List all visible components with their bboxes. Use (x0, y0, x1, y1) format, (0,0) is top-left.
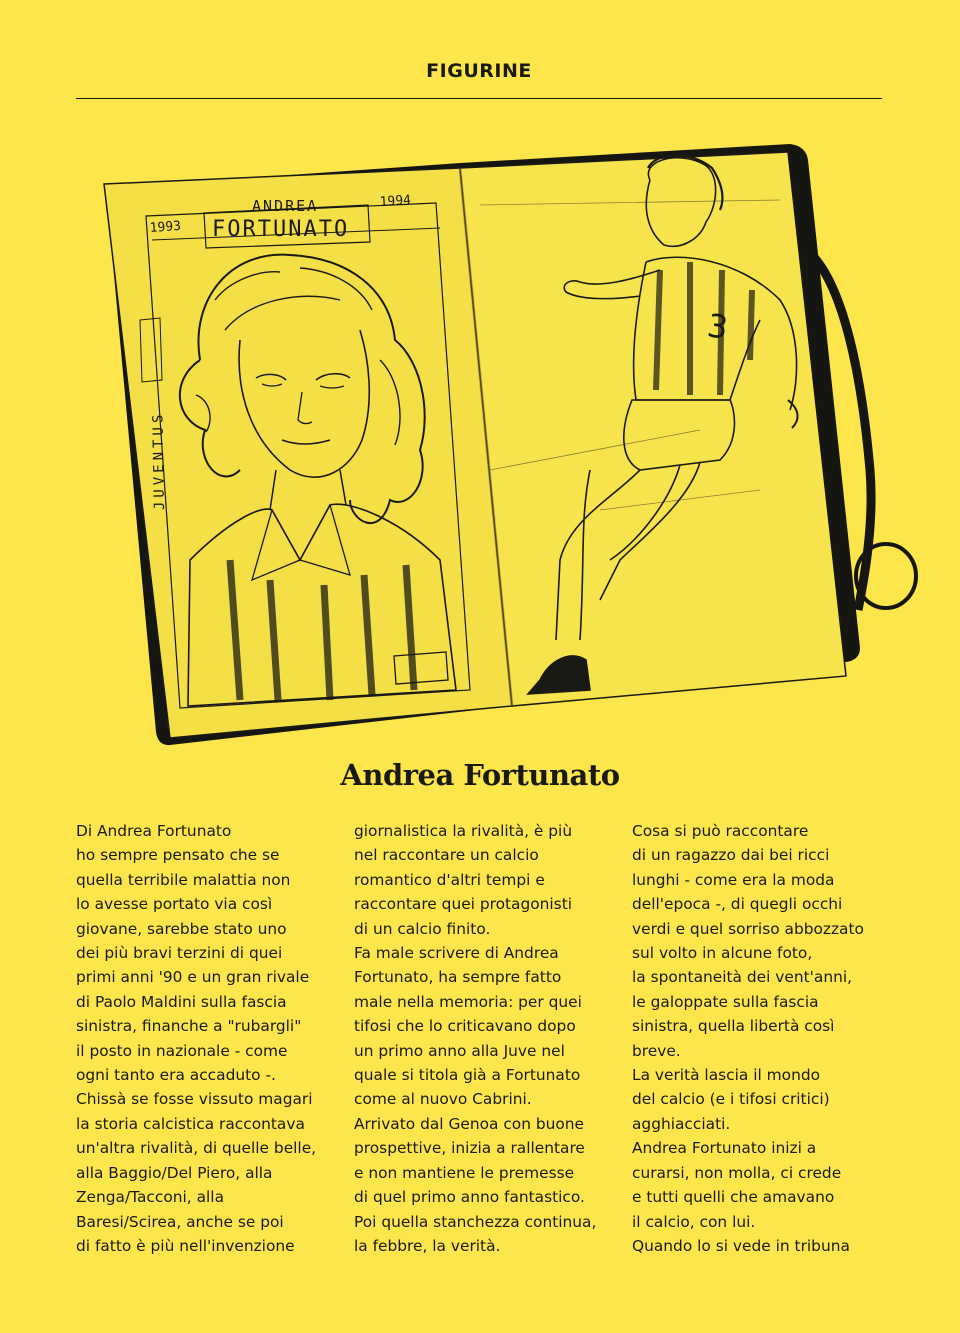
text-line: di fatto è più nell'invenzione (76, 1236, 295, 1255)
card-name-line2: FORTUNATO (212, 217, 350, 242)
card-year-start: 1993 (149, 218, 182, 236)
text-line: sul volto in alcune foto, (632, 944, 813, 963)
card-name-line1: ANDREA (252, 197, 319, 215)
text-line: le galoppate sulla fascia (632, 992, 819, 1011)
text-line: raccontare quei protagonisti (354, 895, 573, 914)
text-line: romantico d'altri tempi e (354, 870, 545, 889)
text-line: ogni tanto era accaduto -. (76, 1066, 276, 1085)
text-line: primi anni '90 e un gran rivale (76, 968, 310, 987)
text-line: la storia calcistica raccontava (76, 1114, 305, 1133)
header-divider (76, 98, 882, 99)
text-line: Cosa si può raccontare (632, 822, 809, 840)
text-line: breve. (632, 1041, 681, 1060)
player-number: 3 (704, 306, 731, 347)
text-line: giovane, sarebbe stato uno (76, 919, 287, 938)
text-line: del calcio (e i tifosi critici) (632, 1090, 830, 1109)
card-year-end: 1994 (379, 192, 412, 210)
text-line: di quel primo anno fantastico. (354, 1188, 585, 1207)
text-line: il posto in nazionale - come (76, 1041, 288, 1060)
text-line: Baresi/Scirea, anche se poi (76, 1212, 284, 1231)
text-line: e non mantiene le premesse (354, 1163, 575, 1182)
text-line: di un calcio finito. (354, 919, 491, 938)
text-line: Poi quella stanchezza continua, (354, 1212, 597, 1231)
text-line: Andrea Fortunato inizi a (632, 1139, 817, 1158)
text-line: ho sempre pensato che se (76, 846, 280, 865)
text-line: Di Andrea Fortunato (76, 822, 232, 840)
text-line: La verità lascia il mondo (632, 1066, 821, 1085)
text-line: il calcio, con lui. (632, 1212, 756, 1231)
card-team: JUVENTUS (150, 410, 168, 511)
text-line: verdi e quel sorriso abbozzato (632, 919, 864, 938)
text-line: Zenga/Tacconi, alla (76, 1188, 225, 1207)
text-line: agghiacciati. (632, 1114, 731, 1133)
article-title: Andrea Fortunato (340, 758, 620, 792)
text-line: male nella memoria: per quei (354, 992, 582, 1011)
text-line: lunghi - come era la moda (632, 870, 835, 889)
article-column-1 (76, 819, 316, 1258)
text-line: Chissà se fosse vissuto magari (76, 1090, 313, 1109)
text-line: sinistra, finanche a "rubargli" (76, 1017, 302, 1036)
text-line: prospettive, inizia a rallentare (354, 1139, 585, 1158)
article-column-2 (354, 819, 596, 1258)
text-line: quella terribile malattia non (76, 870, 291, 889)
text-line: Quando lo si vede in tribuna (632, 1236, 850, 1255)
right-page (460, 152, 846, 706)
text-line: sinistra, quella libertà così (632, 1017, 835, 1036)
text-line: Arrivato dal Genoa con buone (354, 1114, 585, 1133)
text-line: Fortunato, ha sempre fatto (354, 968, 562, 987)
text-line: curarsi, non molla, ci crede (632, 1163, 842, 1182)
text-line: come al nuovo Cabrini. (354, 1090, 532, 1109)
text-line: lo avesse portato via così (76, 895, 273, 914)
text-line: dei più bravi terzini di quei (76, 944, 283, 963)
text-line: di un ragazzo dai bei ricci (632, 846, 830, 865)
text-line: un primo anno alla Juve nel (354, 1041, 565, 1060)
text-line: quale si titola già a Fortunato (354, 1066, 581, 1085)
section-header: FIGURINE (426, 60, 532, 82)
text-line: giornalistica la rivalità, è più (354, 822, 573, 840)
text-line: nel raccontare un calcio (354, 846, 539, 865)
text-line: alla Baggio/Del Piero, alla (76, 1163, 273, 1182)
text-line: la spontaneità dei vent'anni, (632, 968, 852, 987)
text-line: la febbre, la verità. (354, 1236, 501, 1255)
text-line: dell'epoca -, di quegli occhi (632, 895, 843, 914)
text-line: un'altra rivalità, di quelle belle, (76, 1139, 317, 1158)
text-line: tifosi che lo criticavano dopo (354, 1017, 576, 1036)
text-line: di Paolo Maldini sulla fascia (76, 992, 287, 1011)
text-line: e tutti quelli che amavano (632, 1188, 835, 1207)
sketchbook-illustration (100, 140, 940, 750)
text-line: Fa male scrivere di Andrea (354, 944, 559, 963)
article-column-3 (632, 819, 864, 1258)
